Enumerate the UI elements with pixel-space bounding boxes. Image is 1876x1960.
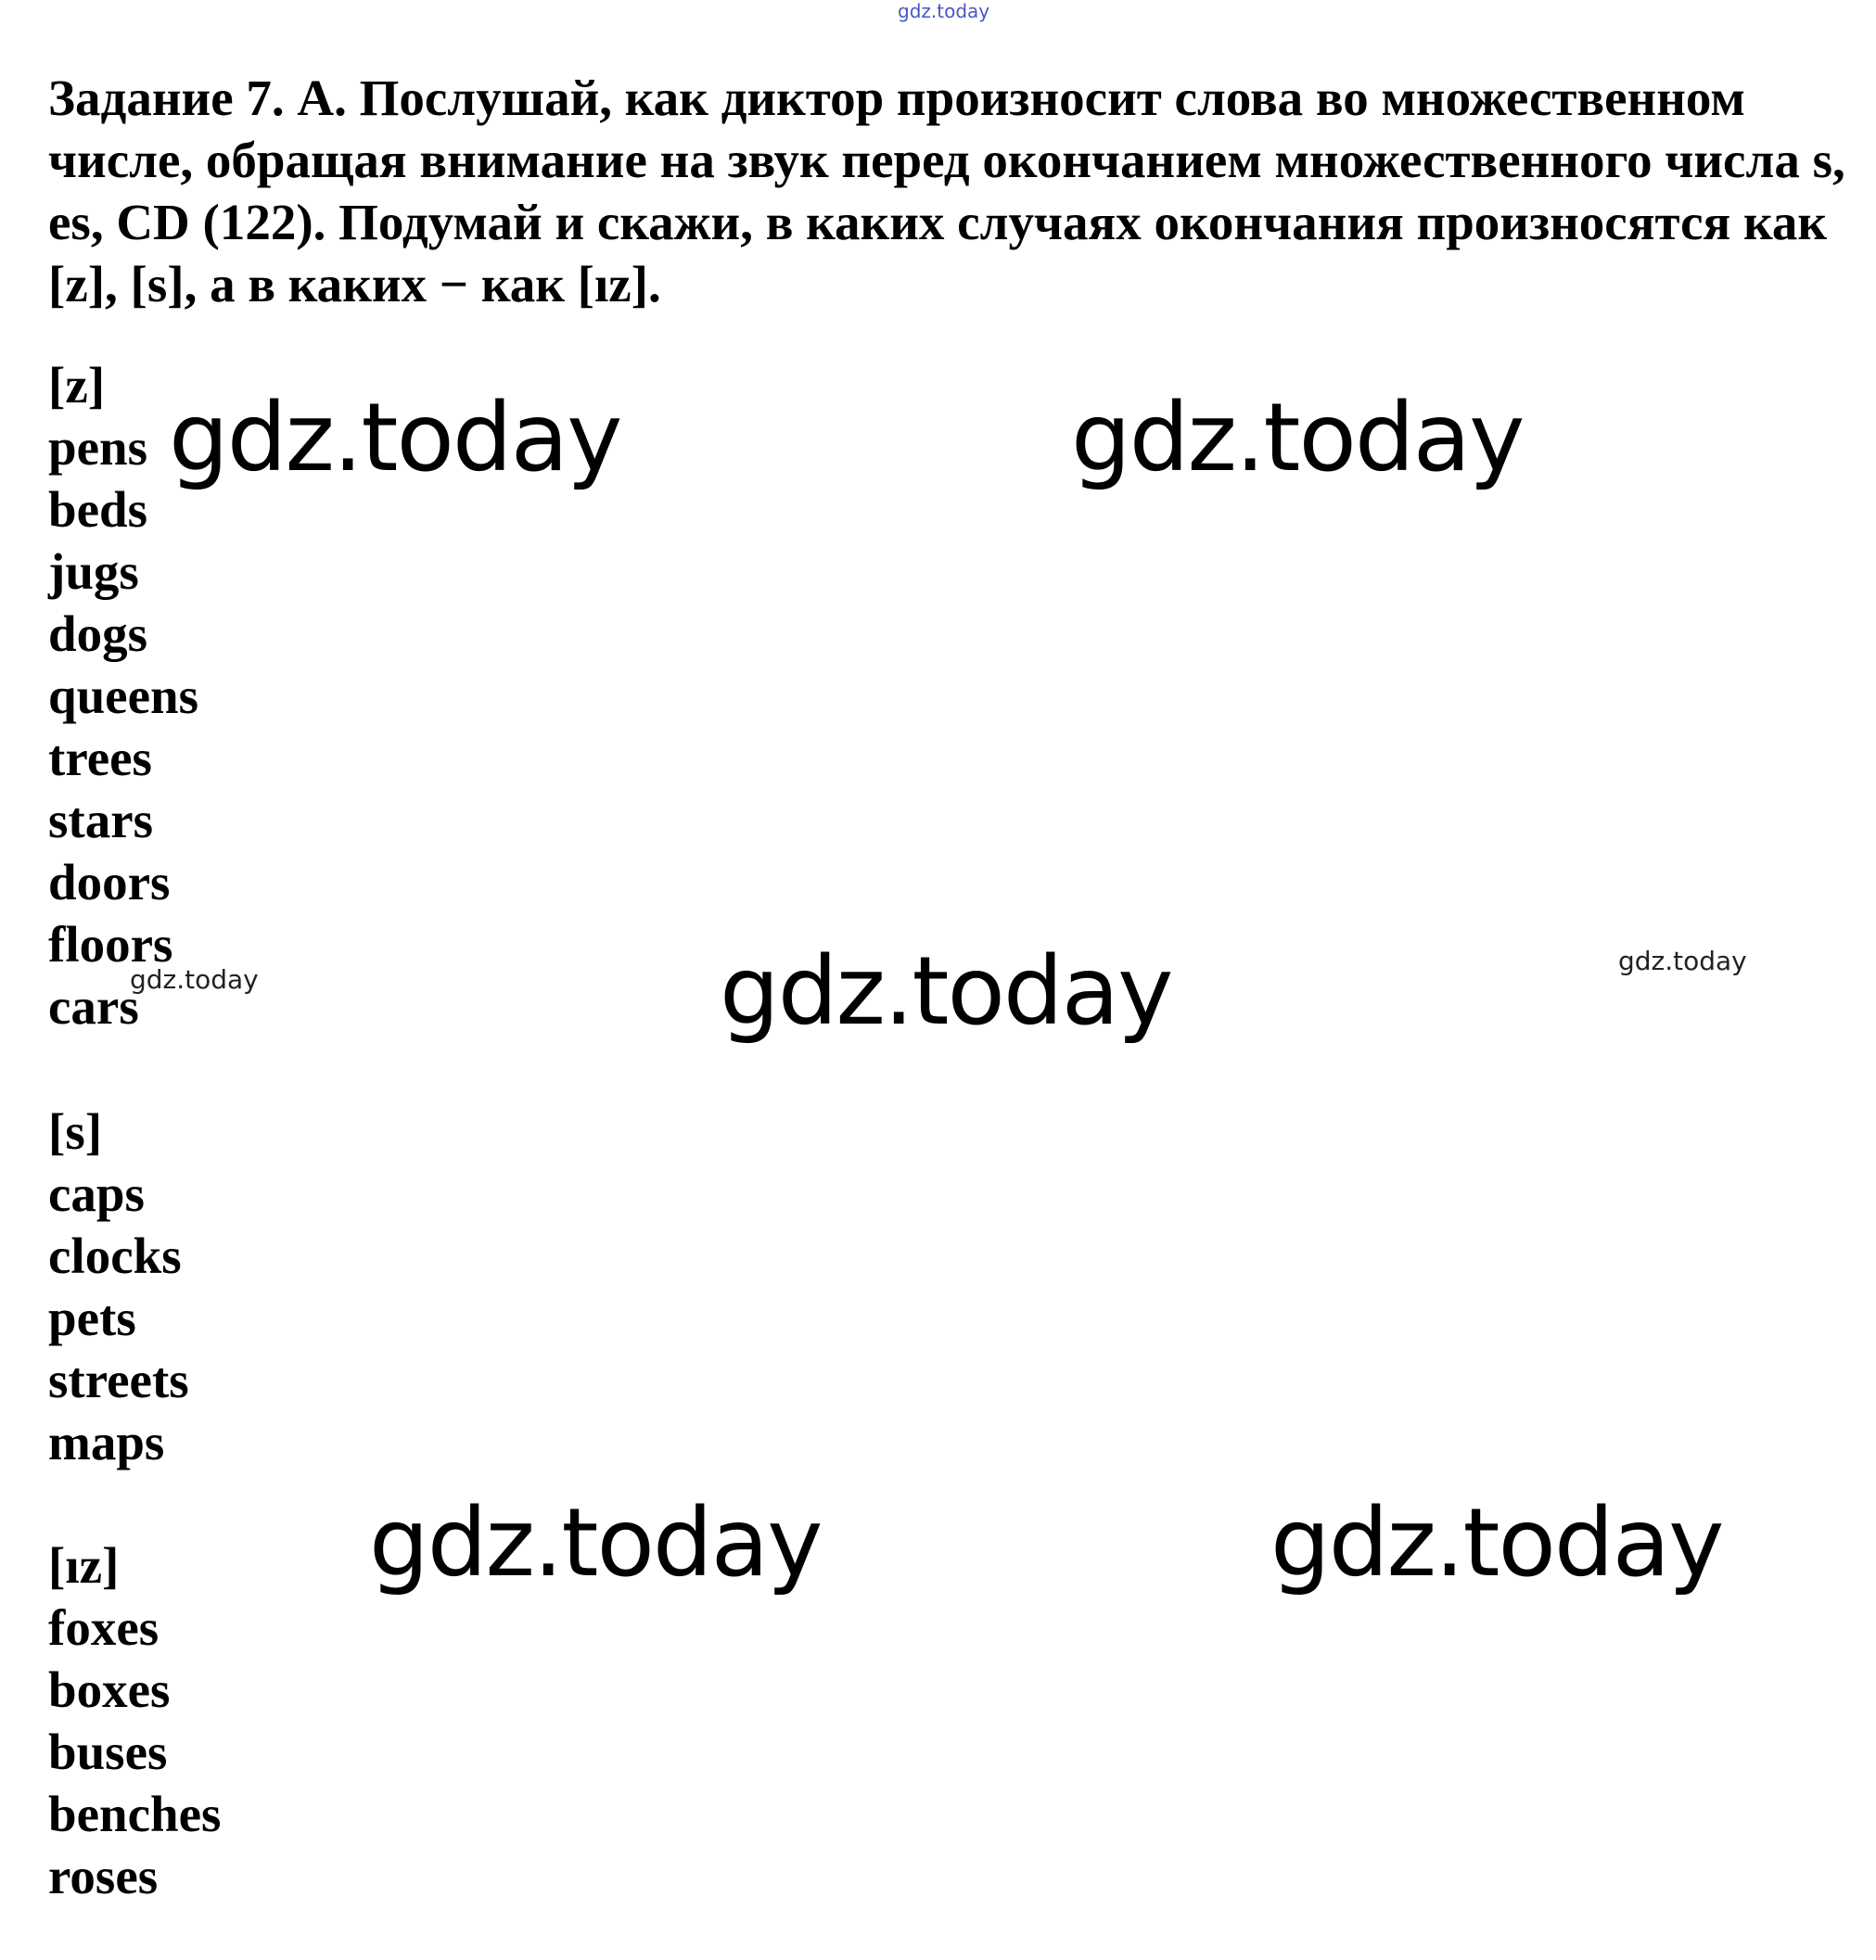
group-label-s: [s] bbox=[48, 1103, 103, 1160]
word-group-iz bbox=[48, 1534, 221, 1907]
word-item: cars bbox=[48, 978, 139, 1035]
word-group-s bbox=[48, 1101, 189, 1473]
word-item: buses bbox=[48, 1724, 168, 1780]
word-item: trees bbox=[48, 730, 152, 786]
watermark: gdz.today bbox=[369, 1488, 822, 1598]
watermark: gdz.today bbox=[1618, 946, 1747, 976]
word-item: jugs bbox=[48, 543, 139, 600]
group-label-z: [z] bbox=[48, 357, 106, 414]
word-item: boxes bbox=[48, 1661, 171, 1718]
word-item: roses bbox=[48, 1848, 159, 1904]
word-item: foxes bbox=[48, 1599, 160, 1656]
word-item: beds bbox=[48, 481, 147, 538]
word-item: benches bbox=[48, 1786, 222, 1842]
task-title: Задание 7. А. Послушай, как диктор произносит слова во множественном числе, обращая внимание на звук перед окончанием множественного числа s, es, CD (122). Подумай и скажи, в каких случаях окончания произносятся как [z], [s], а в каких − как [ız]. bbox=[48, 70, 1845, 312]
word-item: pets bbox=[48, 1290, 136, 1346]
word-item: maps bbox=[48, 1414, 165, 1470]
group-label-iz: [ız] bbox=[48, 1537, 120, 1594]
word-item: floors bbox=[48, 916, 173, 973]
watermark: gdz.today bbox=[130, 964, 259, 995]
word-item: queens bbox=[48, 668, 198, 724]
word-item: doors bbox=[48, 854, 171, 910]
header-watermark: gdz.today bbox=[898, 0, 990, 22]
word-item: stars bbox=[48, 792, 154, 848]
word-item: caps bbox=[48, 1165, 145, 1222]
watermark: gdz.today bbox=[1071, 383, 1524, 493]
word-item: streets bbox=[48, 1352, 189, 1408]
watermark: gdz.today bbox=[720, 936, 1172, 1047]
word-item: dogs bbox=[48, 605, 147, 662]
word-item: pens bbox=[48, 419, 147, 476]
watermark: gdz.today bbox=[169, 383, 621, 493]
word-item: clocks bbox=[48, 1228, 182, 1284]
watermark: gdz.today bbox=[1270, 1488, 1723, 1598]
